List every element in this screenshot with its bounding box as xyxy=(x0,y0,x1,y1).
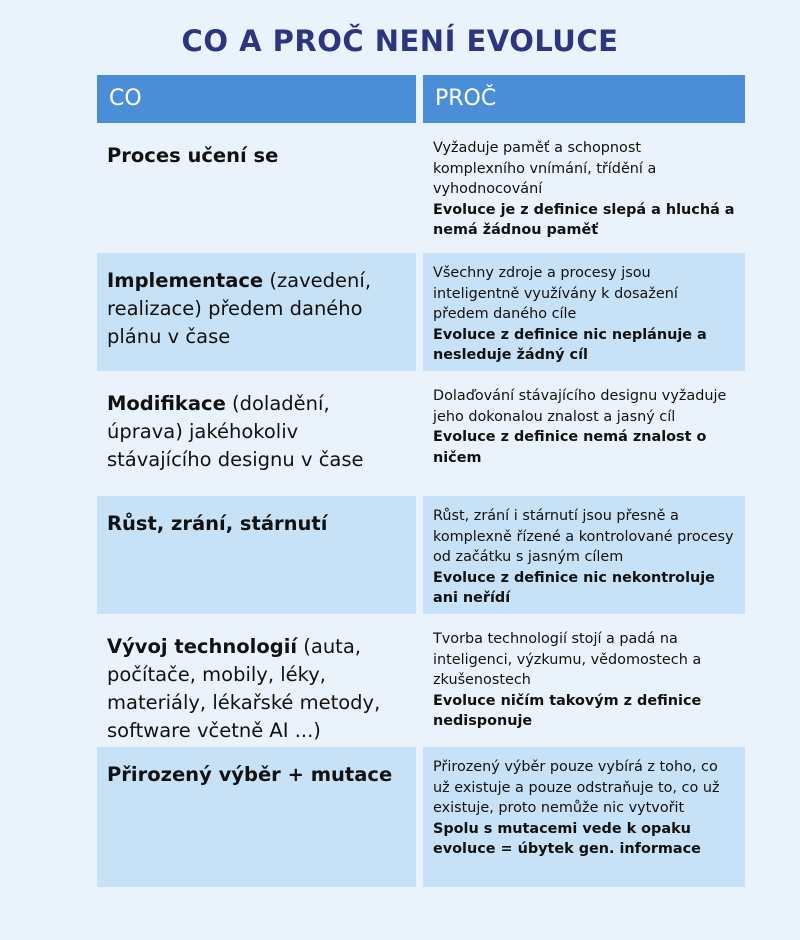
row-1-why-text: Vyžaduje paměť a schopnost komplexního vnímání, třídění a vyhodnocování xyxy=(433,140,657,197)
row-2-what-rest: (zavedení, realizace) předem daného plánu v čase xyxy=(107,269,372,348)
row-6-what xyxy=(97,747,416,887)
row-6-why xyxy=(423,747,745,887)
row-2-why xyxy=(423,253,745,371)
row-2-what-bold: Implementace xyxy=(107,269,264,292)
comparison-table xyxy=(97,75,745,887)
row-5-why xyxy=(423,619,745,742)
row-4-what-bold: Růst, zrání, stárnutí xyxy=(107,512,328,535)
row-6-why-text: Přirozený výběr pouze vybírá z toho, co už existuje a pouze odstraňuje to, co už existuje, proto nemůže nic vytvořit xyxy=(433,759,720,816)
row-5-what-rest: (auta, počítače, mobily, léky, materiály, lékařské metody, software včetně AI ...) xyxy=(107,635,381,742)
row-5-what-bold: Vývoj technologií xyxy=(107,635,298,658)
row-6-what-bold: Přirozený výběr + mutace xyxy=(107,763,393,786)
row-3-why-text: Dolaďování stávajícího designu vyžaduje jeho dokonalou znalost a jasný cíl xyxy=(433,388,727,425)
row-5-why-text: Tvorba technologií stojí a padá na inteligenci, výzkumu, vědomostech a zkušenostech xyxy=(433,631,702,688)
row-5-why-bold: Evoluce ničím takovým z definice nedisponuje xyxy=(433,692,702,729)
row-3-what-bold: Modifikace xyxy=(107,392,226,415)
row-4-what xyxy=(97,496,416,614)
row-1-what-bold: Proces učení se xyxy=(107,144,279,167)
row-3-what-rest: (doladění, úprava) jakéhokoliv stávajícího designu v čase xyxy=(107,392,364,471)
row-4-why-text: Růst, zrání i stárnutí jsou přesně a komplexně řízené a kontrolované procesy od začátku s jasným cílem xyxy=(433,508,734,565)
row-4-why-bold: Evoluce z definice nic nekontroluje ani neřídí xyxy=(433,569,715,606)
row-3-what xyxy=(97,376,416,491)
row-6-why-bold: Spolu s mutacemi vede k opaku evoluce = úbytek gen. informace xyxy=(433,820,701,857)
row-3-why-bold: Evoluce z definice nemá znalost o ničem xyxy=(433,429,707,466)
row-2-why-text: Všechny zdroje a procesy jsou inteligentně využívány k dosažení předem daného cíle xyxy=(433,265,678,322)
header-proc: PROČ xyxy=(423,75,745,123)
row-1-why xyxy=(423,128,745,248)
row-3-why xyxy=(423,376,745,491)
header-co: CO xyxy=(97,75,416,123)
row-1-why-bold: Evoluce je z definice slepá a hluchá a nemá žádnou paměť xyxy=(433,201,735,238)
page-title: CO A PROČ NENÍ EVOLUCE xyxy=(181,24,619,58)
row-4-why xyxy=(423,496,745,614)
row-2-why-bold: Evoluce z definice nic neplánuje a nesleduje žádný cíl xyxy=(433,326,707,363)
row-5-what xyxy=(97,619,416,742)
row-2-what xyxy=(97,253,416,371)
row-1-what xyxy=(97,128,416,248)
